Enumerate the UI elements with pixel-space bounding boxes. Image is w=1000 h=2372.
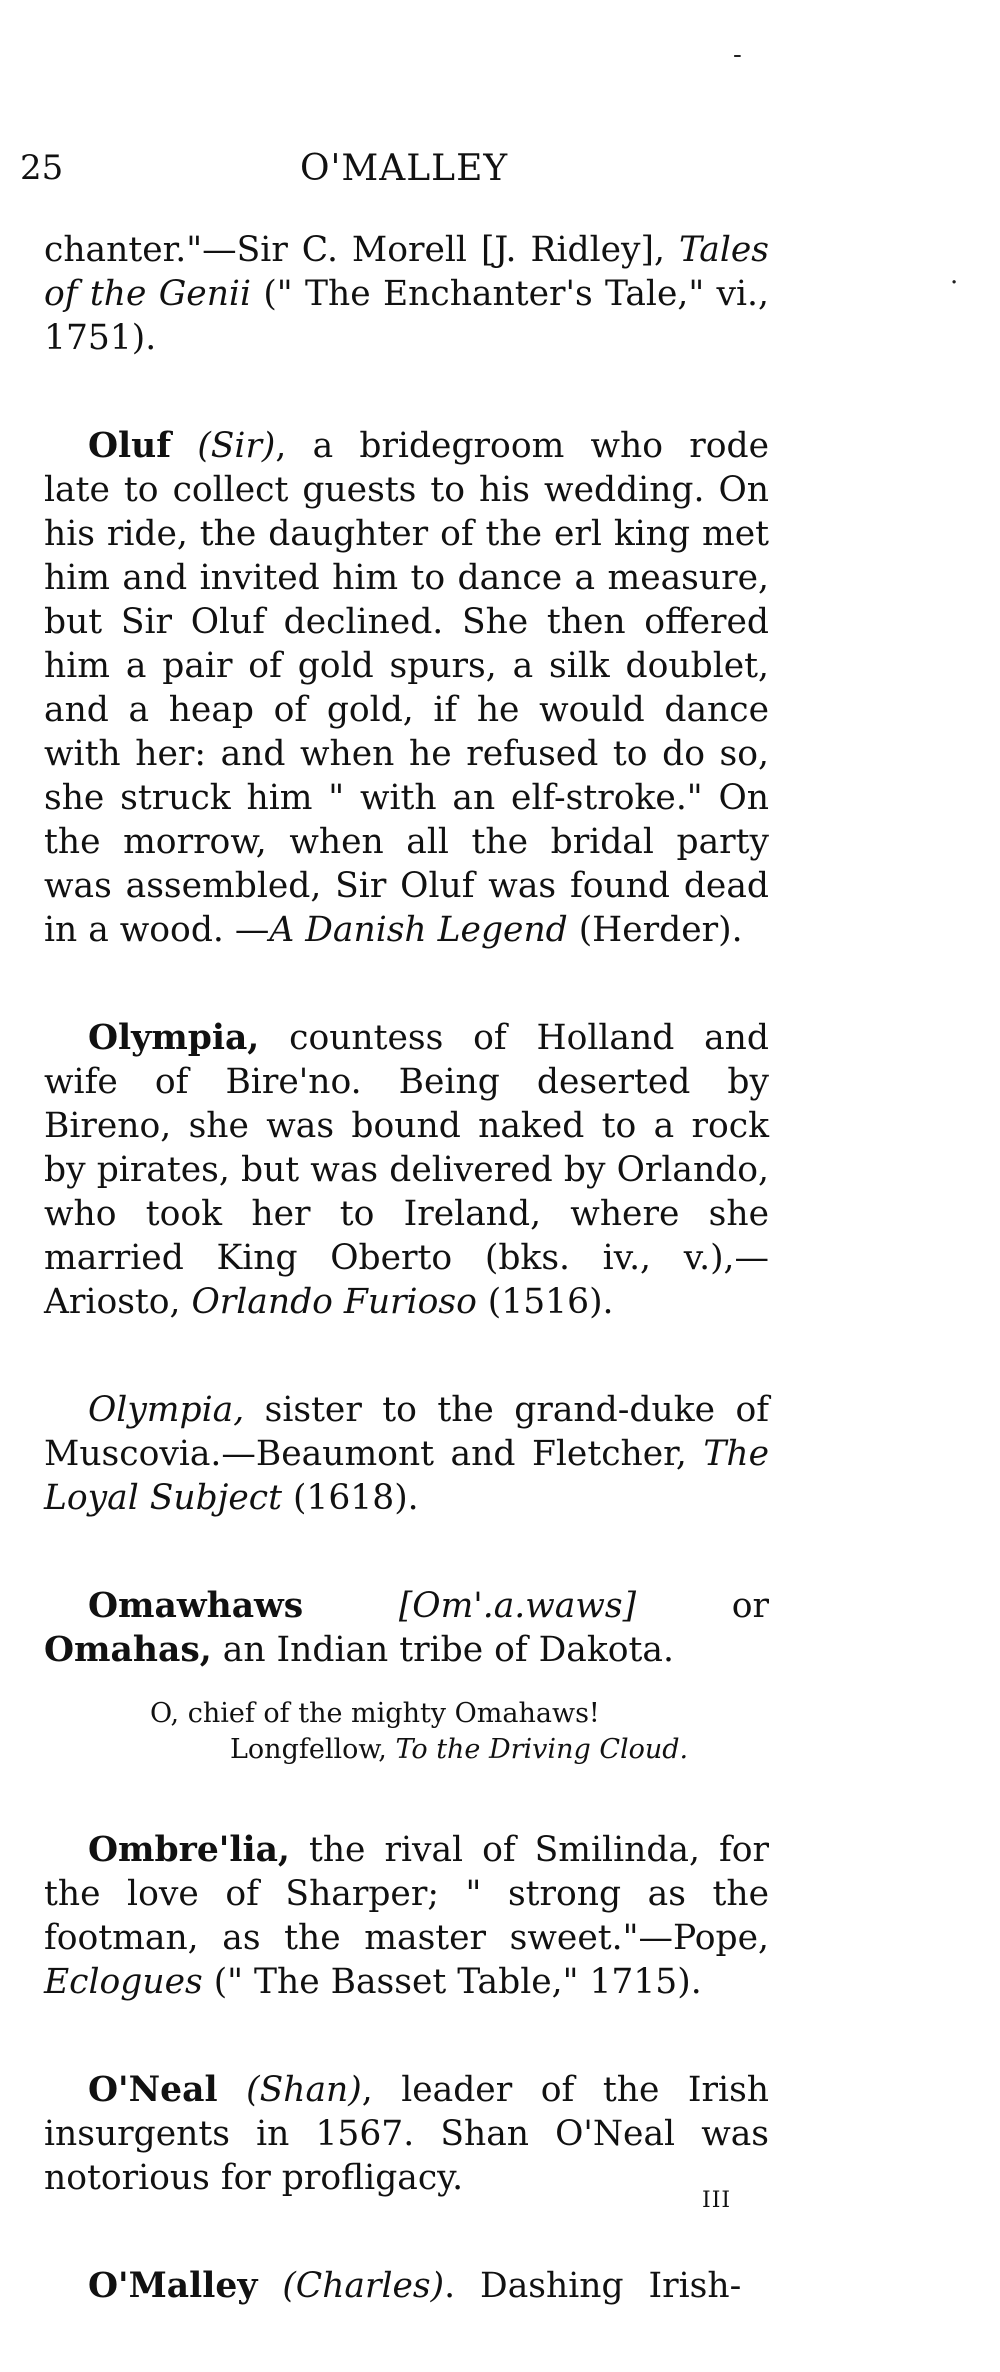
dictionary-column — [44, 228, 769, 2372]
running-title: O'MALLEY — [300, 148, 509, 189]
continuation-paragraph: chanter."—Sir C. Morell [J. Ridley], Tales of the Genii (" The Enchanter's Tale," vi., 1751). — [44, 230, 769, 358]
entry-headword: O'Malley — [88, 2266, 258, 2306]
entry-olympia-countess: Olympia, countess of Holland and wife of Bire'no. Being deserted by Bireno, she was bound naked to a rock by pirates, but was delivered by Orlando, who took her to Ireland, where she married King Oberto (bks. iv., v.),—Ariosto, Orlando Furioso (1516). — [44, 1018, 769, 1322]
signature-mark: III — [702, 2188, 732, 2213]
entry-headword: Oluf — [88, 426, 172, 466]
stray-mark-right: · — [950, 268, 959, 298]
stray-mark-top: - — [733, 40, 742, 70]
quotation-attribution: Longfellow, To the Driving Cloud. — [230, 1734, 689, 1765]
page-number: 25 — [20, 148, 64, 188]
entry-headword: Omawhaws — [88, 1586, 304, 1626]
entry-headword: O'Neal — [88, 2070, 218, 2110]
entry-olympia-sister: Olympia, sister to the grand-duke of Muscovia.—Beaumont and Fletcher, The Loyal Subject (1618). — [44, 1390, 769, 1518]
entry-omawhaws: Omawhaws [Om'.a.waws] or Omahas, an Indian tribe of Dakota. — [44, 1586, 769, 1670]
entry-headword: Ombre'lia, — [88, 1830, 290, 1870]
entry-ombrelia: Ombre'lia, the rival of Smilinda, for the love of Sharper; " strong as the footman, as the master sweet."—Pope, Eclogues (" The Basset Table," 1715). — [44, 1830, 769, 2002]
entry-oluf: Oluf (Sir), a bridegroom who rode late to collect guests to his wedding. On his ride, the daughter of the erl king met him and invited him to dance a measure, but Sir Oluf declined. She then offered him a pair of gold spurs, a silk doublet, and a heap of gold, if he would dance with her: and when he refused to do so, she struck him " with an elf-stroke." On the morrow, when all the bridal party was assembled, Sir Oluf was found dead in a wood. —A Danish Legend (Herder). — [44, 426, 770, 950]
entry-headword: Olympia, — [88, 1390, 245, 1430]
quotation-line: O, chief of the mighty Omahaws! — [150, 1698, 600, 1729]
quotation-block — [44, 1696, 769, 1768]
entry-oneal: O'Neal (Shan), leader of the Irish insurgents in 1567. Shan O'Neal was notorious for profligacy. — [44, 2070, 770, 2198]
entry-omalley: O'Malley (Charles). Dashing Irish- — [88, 2266, 742, 2306]
entry-headword: Olympia, — [88, 1018, 260, 1058]
